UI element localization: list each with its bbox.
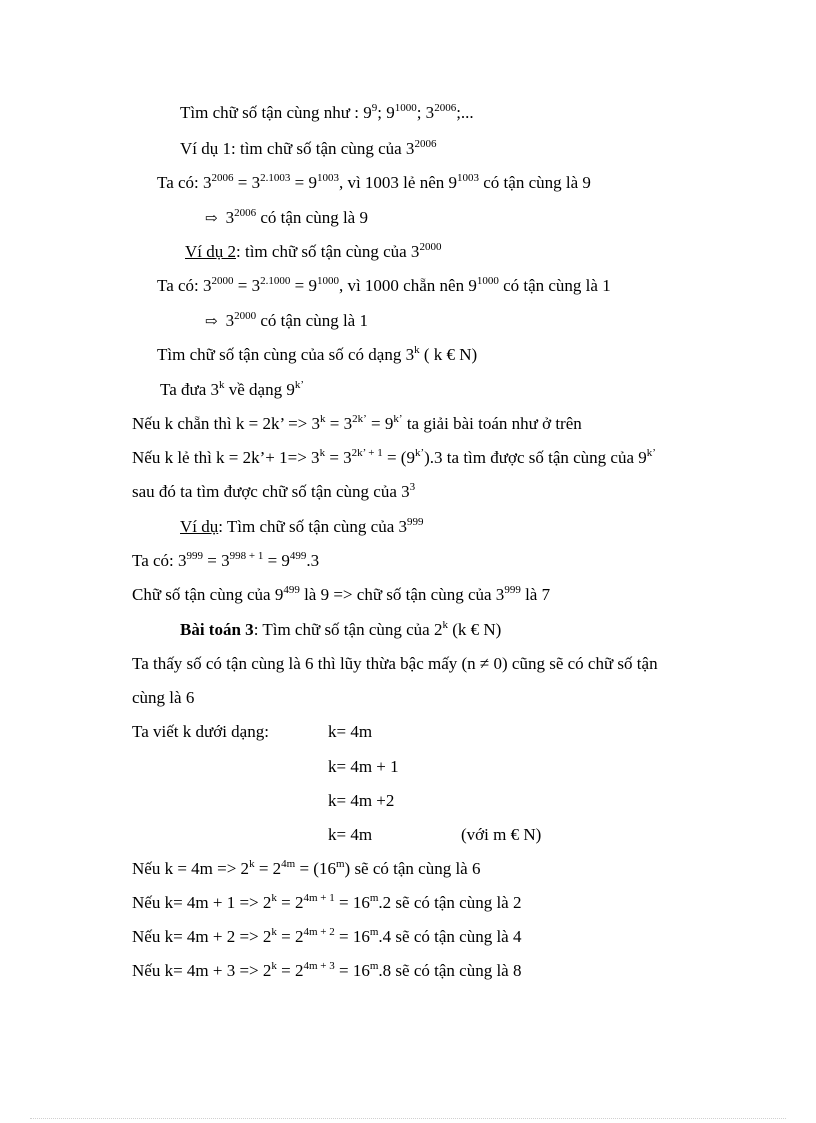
superscript: k xyxy=(320,413,326,425)
text-run: = 3 xyxy=(233,173,261,192)
text-line xyxy=(180,139,436,161)
superscript: k’ xyxy=(414,447,425,459)
text-line xyxy=(132,859,480,881)
text-run: Nếu k = 4m => 2 xyxy=(132,859,250,878)
text-run: , vì 1000 chẵn nên 9 xyxy=(338,276,477,295)
text-line xyxy=(157,173,591,195)
text-run: 3 xyxy=(225,208,235,227)
text-run: Nếu k= 4m + 1 => 2 xyxy=(132,893,272,912)
text-run: Tìm chữ số tận cùng như : 9 xyxy=(180,103,372,122)
text-run: = (9 xyxy=(382,448,415,467)
text-run: Ta viết k dưới dạng: xyxy=(132,722,269,741)
text-run: có tận cùng là 1 xyxy=(498,276,611,295)
text-run: .3 xyxy=(306,551,320,570)
superscript: 2006 xyxy=(414,138,437,150)
text-run: Nếu k= 4m + 2 => 2 xyxy=(132,927,272,946)
text-line xyxy=(132,482,415,504)
superscript: 998 + 1 xyxy=(229,550,264,562)
superscript: 499 xyxy=(283,584,300,596)
text-run: ) sẽ có tận cùng là 6 xyxy=(344,859,481,878)
underlined-label: Ví dụ 2 xyxy=(185,242,236,261)
text-run: Ta thấy số có tận cùng là 6 thì lũy thừa bậc mấy (n ≠ 0) cũng sẽ có chữ số tận xyxy=(132,654,658,673)
text-run: ).3 ta tìm được số tận cùng của 9 xyxy=(424,448,647,467)
superscript: 1000 xyxy=(316,275,339,287)
superscript: 1000 xyxy=(476,275,499,287)
text-run: = 2 xyxy=(276,927,304,946)
text-line xyxy=(132,414,582,436)
superscript: k xyxy=(414,344,420,356)
superscript: k’ xyxy=(393,413,403,425)
text-run: Ta đưa 3 xyxy=(160,380,220,399)
superscript: k xyxy=(271,892,277,904)
text-run: ; 3 xyxy=(416,103,435,122)
text-run: Nếu k lẻ thì k = 2k’+ 1=> 3 xyxy=(132,448,320,467)
text-run: Chữ số tận cùng của 9 xyxy=(132,585,284,604)
superscript: k’ xyxy=(646,447,656,459)
superscript: k xyxy=(319,447,326,459)
text-line xyxy=(157,276,611,298)
superscript: k xyxy=(271,926,277,938)
superscript: 2k’ + 1 xyxy=(351,447,383,459)
text-run: (k € N) xyxy=(447,620,502,639)
superscript: k’ xyxy=(294,379,305,391)
text-run: = 16 xyxy=(334,893,370,912)
superscript: 1003 xyxy=(457,172,479,184)
text-run: = 16 xyxy=(334,927,370,946)
text-line xyxy=(132,448,656,470)
text-run: = 3 xyxy=(325,414,353,433)
text-line xyxy=(328,791,394,811)
text-run: k= 4m +2 xyxy=(328,791,395,810)
superscript: k xyxy=(219,379,225,391)
text-line xyxy=(132,551,319,573)
superscript: m xyxy=(369,892,379,904)
superscript: 499 xyxy=(289,550,307,562)
text-run: sau đó ta tìm được chữ số tận cùng của 3 xyxy=(132,482,410,501)
text-run: là 7 xyxy=(520,585,551,604)
superscript: 4m + 3 xyxy=(303,960,335,972)
superscript: 999 xyxy=(407,516,424,528)
text-line xyxy=(132,585,550,607)
text-run: có tận cùng là 9 xyxy=(256,208,368,227)
text-run: = 9 xyxy=(290,276,317,295)
text-run: = 3 xyxy=(203,551,230,570)
text-run: ; 9 xyxy=(377,103,395,122)
text-run: ;... xyxy=(456,103,474,122)
text-run: = 3 xyxy=(325,448,352,467)
superscript: k xyxy=(442,619,448,631)
text-run: k= 4m + 1 xyxy=(328,757,399,776)
text-run: là 9 => chữ số tận cùng của 3 xyxy=(299,585,505,604)
superscript: 2k’ xyxy=(352,413,367,425)
text-run: cùng là 6 xyxy=(132,688,195,707)
text-run: = 3 xyxy=(233,276,261,295)
text-run: , vì 1003 lẻ nên 9 xyxy=(338,173,457,192)
text-run: k= 4m xyxy=(328,722,373,741)
superscript: m xyxy=(335,858,345,870)
text-run: .2 sẽ có tận cùng là 2 xyxy=(378,893,522,912)
text-run: Ta có: 3 xyxy=(157,276,212,295)
superscript: 2006 xyxy=(211,172,234,184)
text-line xyxy=(180,517,424,539)
text-run: .4 sẽ có tận cùng là 4 xyxy=(378,927,522,946)
superscript: 2006 xyxy=(434,102,457,114)
superscript: 2000 xyxy=(234,310,257,322)
underlined-label: Ví dụ xyxy=(180,517,219,536)
text-line xyxy=(180,620,501,642)
text-line xyxy=(328,825,372,845)
text-run: Ví dụ 1: tìm chữ số tận cùng của 3 xyxy=(180,139,415,158)
text-run: về dạng 9 xyxy=(224,380,295,399)
text-run: có tận cùng là 1 xyxy=(256,311,368,330)
superscript: 2000 xyxy=(211,275,234,287)
text-line xyxy=(328,722,372,742)
page-bottom-divider xyxy=(30,1118,786,1119)
superscript: 9 xyxy=(371,102,378,114)
text-line xyxy=(328,757,399,777)
text-run: = 2 xyxy=(254,859,282,878)
text-line xyxy=(132,961,521,983)
text-run: = 9 xyxy=(366,414,394,433)
text-run: Ta có: 3 xyxy=(157,173,212,192)
text-line xyxy=(132,722,269,742)
text-run: (với m € N) xyxy=(461,825,542,844)
text-run: Nếu k= 4m + 3 => 2 xyxy=(132,961,272,980)
text-line xyxy=(132,893,521,915)
text-line xyxy=(132,688,194,708)
text-line xyxy=(132,654,658,674)
superscript: m xyxy=(369,926,379,938)
text-run: Nếu k chẵn thì k = 2k’ => 3 xyxy=(132,414,321,433)
text-run: : tìm chữ số tận cùng của 3 xyxy=(236,242,420,261)
text-run: = 2 xyxy=(276,961,304,980)
text-run: = (16 xyxy=(295,859,336,878)
text-run: = 16 xyxy=(334,961,370,980)
superscript: m xyxy=(369,960,379,972)
text-line xyxy=(461,825,541,845)
superscript: 999 xyxy=(186,550,204,562)
superscript: 2.1003 xyxy=(260,172,291,184)
text-run: ta giải bài toán như ở trên xyxy=(402,414,582,433)
text-run: = 9 xyxy=(290,173,317,192)
text-run: k= 4m xyxy=(328,825,373,844)
implies-arrow-icon: ⇨ xyxy=(205,314,218,330)
text-line xyxy=(160,380,304,402)
text-run: : Tìm chữ số tận cùng của 3 xyxy=(218,517,408,536)
text-run: Tìm chữ số tận cùng của số có dạng 3 xyxy=(157,345,415,364)
superscript: 2006 xyxy=(234,207,257,219)
text-run: ( k € N) xyxy=(419,345,478,364)
text-line xyxy=(185,242,441,264)
superscript: k xyxy=(249,858,255,870)
text-run: 3 xyxy=(225,311,235,330)
superscript: k xyxy=(271,960,277,972)
superscript: 4m + 1 xyxy=(303,892,335,904)
bold-label: Bài toán 3 xyxy=(180,620,254,639)
superscript: 999 xyxy=(504,584,521,596)
text-run: Ta có: 3 xyxy=(132,551,187,570)
superscript: 1000 xyxy=(394,102,417,114)
text-line xyxy=(205,208,368,230)
superscript: 2000 xyxy=(419,241,442,253)
implies-arrow-icon: ⇨ xyxy=(205,211,218,227)
text-line xyxy=(132,927,521,949)
text-line xyxy=(205,311,368,333)
text-run: = 9 xyxy=(263,551,290,570)
superscript: 4m + 2 xyxy=(303,926,335,938)
text-line xyxy=(180,103,474,125)
superscript: 3 xyxy=(409,481,416,493)
text-run: = 2 xyxy=(276,893,304,912)
superscript: 2.1000 xyxy=(260,275,291,287)
superscript: 4m xyxy=(281,858,296,870)
superscript: 1003 xyxy=(316,172,339,184)
text-line xyxy=(157,345,477,367)
text-run: : Tìm chữ số tận cùng của 2 xyxy=(253,620,443,639)
text-run: có tận cùng là 9 xyxy=(479,173,591,192)
text-run: .8 sẽ có tận cùng là 8 xyxy=(378,961,522,980)
